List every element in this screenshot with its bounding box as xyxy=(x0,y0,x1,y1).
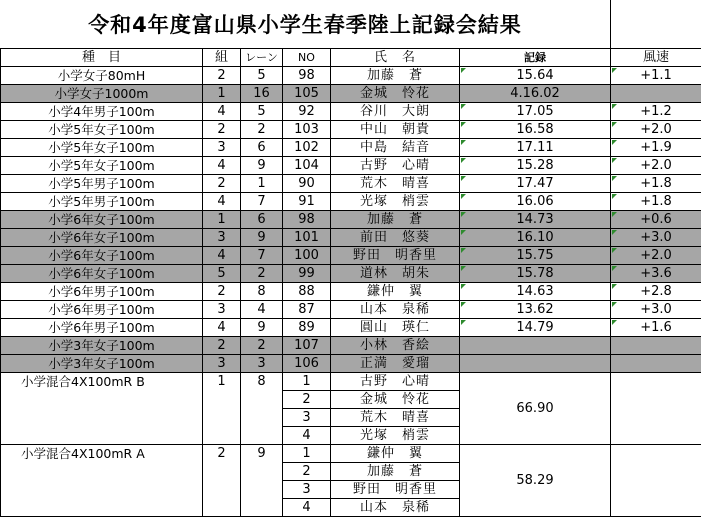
wind-cell: +3.6 xyxy=(611,265,701,283)
lane-cell: 9 xyxy=(241,319,283,337)
corner-indicator xyxy=(612,194,617,199)
name-cell: 加藤 蒼 xyxy=(331,67,460,85)
table-row xyxy=(1,355,701,373)
header-row xyxy=(1,49,701,67)
lane-cell: 6 xyxy=(241,211,283,229)
group-cell: 3 xyxy=(203,139,241,157)
corner-indicator xyxy=(612,140,617,145)
corner-indicator xyxy=(461,302,466,307)
relay-no-cell: 1 xyxy=(283,445,331,463)
wind-cell: +1.6 xyxy=(611,319,701,337)
lane-cell: 4 xyxy=(241,301,283,319)
table-row xyxy=(1,121,701,139)
no-cell: 98 xyxy=(283,67,331,85)
table-row xyxy=(1,247,701,265)
no-cell: 107 xyxy=(283,337,331,355)
corner-indicator xyxy=(612,176,617,181)
name-cell: 谷川 大朗 xyxy=(331,103,460,121)
wind-cell xyxy=(611,355,701,373)
event-cell: 小学5年女子100m xyxy=(1,139,203,157)
group-cell: 4 xyxy=(203,319,241,337)
title-blank-cell xyxy=(610,0,701,48)
corner-indicator xyxy=(461,284,466,289)
page-title: 令和4年度富山県小学生春季陸上記録会結果 xyxy=(88,13,522,37)
record-cell: 14.73 xyxy=(460,211,611,229)
group-cell: 3 xyxy=(203,355,241,373)
relay-event-cell: 小学混合4X100mR B xyxy=(1,373,203,391)
wind-cell: +3.0 xyxy=(611,229,701,247)
corner-indicator xyxy=(612,158,617,163)
relay-lane-cell xyxy=(241,391,283,409)
lane-cell: 3 xyxy=(241,355,283,373)
corner-indicator xyxy=(612,122,617,127)
table-row xyxy=(1,103,701,121)
corner-indicator xyxy=(461,248,466,253)
name-cell: 前田 悠葵 xyxy=(331,229,460,247)
header-name: 氏 名 xyxy=(331,49,460,67)
table-row xyxy=(1,139,701,157)
table-row xyxy=(1,283,701,301)
group-cell: 2 xyxy=(203,175,241,193)
no-cell: 91 xyxy=(283,193,331,211)
relay-name-cell: 加藤 蒼 xyxy=(331,463,460,481)
relay-group-cell xyxy=(203,427,241,445)
relay-event-cell xyxy=(1,463,203,481)
relay-event-cell xyxy=(1,499,203,517)
lane-cell: 1 xyxy=(241,175,283,193)
wind-cell: +2.0 xyxy=(611,247,701,265)
results-body xyxy=(1,49,701,517)
wind-cell: +1.9 xyxy=(611,139,701,157)
no-cell: 99 xyxy=(283,265,331,283)
wind-cell: +1.2 xyxy=(611,103,701,121)
corner-indicator xyxy=(461,230,466,235)
group-cell: 4 xyxy=(203,157,241,175)
record-cell: 17.11 xyxy=(460,139,611,157)
corner-indicator xyxy=(612,68,617,73)
relay-name-cell: 金城 怜花 xyxy=(331,391,460,409)
lane-cell: 5 xyxy=(241,67,283,85)
event-cell: 小学女子1000m xyxy=(1,85,203,103)
record-cell: 14.79 xyxy=(460,319,611,337)
event-cell: 小学3年女子100m xyxy=(1,355,203,373)
lane-cell: 9 xyxy=(241,157,283,175)
record-cell: 15.75 xyxy=(460,247,611,265)
event-cell: 小学6年女子100m xyxy=(1,247,203,265)
corner-indicator xyxy=(461,122,466,127)
no-cell: 106 xyxy=(283,355,331,373)
relay-row xyxy=(1,373,701,391)
relay-lane-cell: 9 xyxy=(241,445,283,463)
event-cell: 小学4年男子100m xyxy=(1,103,203,121)
group-cell: 5 xyxy=(203,265,241,283)
event-cell: 小学5年男子100m xyxy=(1,175,203,193)
relay-name-cell: 古野 心晴 xyxy=(331,373,460,391)
wind-cell: +1.1 xyxy=(611,67,701,85)
group-cell: 3 xyxy=(203,229,241,247)
wind-cell: +2.0 xyxy=(611,157,701,175)
name-cell: 荒木 晴喜 xyxy=(331,175,460,193)
name-cell: 正満 愛瑠 xyxy=(331,355,460,373)
group-cell: 2 xyxy=(203,121,241,139)
no-cell: 90 xyxy=(283,175,331,193)
no-cell: 104 xyxy=(283,157,331,175)
table-row xyxy=(1,85,701,103)
event-cell: 小学5年男子100m xyxy=(1,193,203,211)
relay-event-cell: 小学混合4X100mR A xyxy=(1,445,203,463)
relay-lane-cell xyxy=(241,463,283,481)
name-cell: 道林 胡朱 xyxy=(331,265,460,283)
header-group: 組 xyxy=(203,49,241,67)
event-cell: 小学3年女子100m xyxy=(1,337,203,355)
record-cell: 15.64 xyxy=(460,67,611,85)
table-row xyxy=(1,193,701,211)
name-cell: 小林 香絵 xyxy=(331,337,460,355)
record-cell xyxy=(460,337,611,355)
table-row xyxy=(1,175,701,193)
name-cell: 加藤 蒼 xyxy=(331,211,460,229)
relay-group-cell: 1 xyxy=(203,373,241,391)
relay-name-cell: 荒木 晴喜 xyxy=(331,409,460,427)
relay-name-cell: 光塚 梢雲 xyxy=(331,427,460,445)
record-cell: 4.16.02 xyxy=(460,85,611,103)
relay-wind-cell xyxy=(611,445,701,517)
relay-event-cell xyxy=(1,391,203,409)
lane-cell: 2 xyxy=(241,337,283,355)
relay-name-cell: 野田 明香里 xyxy=(331,481,460,499)
corner-indicator xyxy=(461,212,466,217)
relay-no-cell: 2 xyxy=(283,391,331,409)
relay-lane-cell xyxy=(241,481,283,499)
header-lane: レーン xyxy=(241,49,283,67)
group-cell: 2 xyxy=(203,283,241,301)
event-cell: 小学6年男子100m xyxy=(1,319,203,337)
name-cell: 古野 心晴 xyxy=(331,157,460,175)
relay-lane-cell xyxy=(241,427,283,445)
event-cell: 小学6年男子100m xyxy=(1,283,203,301)
group-cell: 2 xyxy=(203,337,241,355)
name-cell: 圓山 瑛仁 xyxy=(331,319,460,337)
name-cell: 山本 泉稀 xyxy=(331,301,460,319)
corner-indicator xyxy=(461,104,466,109)
relay-no-cell: 2 xyxy=(283,463,331,481)
relay-group-cell xyxy=(203,463,241,481)
relay-event-cell xyxy=(1,481,203,499)
no-cell: 100 xyxy=(283,247,331,265)
relay-no-cell: 4 xyxy=(283,499,331,517)
corner-indicator xyxy=(461,158,466,163)
table-row xyxy=(1,211,701,229)
event-cell: 小学6年男子100m xyxy=(1,301,203,319)
record-cell: 16.58 xyxy=(460,121,611,139)
relay-wind-cell xyxy=(611,373,701,445)
relay-no-cell: 4 xyxy=(283,427,331,445)
relay-name-cell: 鎌仲 翼 xyxy=(331,445,460,463)
no-cell: 103 xyxy=(283,121,331,139)
header-wind: 風速 xyxy=(611,49,701,67)
record-cell xyxy=(460,355,611,373)
record-cell: 15.78 xyxy=(460,265,611,283)
relay-no-cell: 3 xyxy=(283,481,331,499)
record-cell: 17.05 xyxy=(460,103,611,121)
lane-cell: 8 xyxy=(241,283,283,301)
event-cell: 小学6年女子100m xyxy=(1,229,203,247)
table-row xyxy=(1,319,701,337)
group-cell: 1 xyxy=(203,211,241,229)
lane-cell: 2 xyxy=(241,265,283,283)
relay-group-cell xyxy=(203,409,241,427)
record-cell: 15.28 xyxy=(460,157,611,175)
corner-indicator xyxy=(461,68,466,73)
record-cell: 16.06 xyxy=(460,193,611,211)
corner-indicator xyxy=(612,104,617,109)
no-cell: 101 xyxy=(283,229,331,247)
record-cell: 14.63 xyxy=(460,283,611,301)
no-cell: 102 xyxy=(283,139,331,157)
name-cell: 中山 朝貴 xyxy=(331,121,460,139)
relay-record-cell: 58.29 xyxy=(460,445,611,517)
group-cell: 4 xyxy=(203,193,241,211)
wind-cell: +1.8 xyxy=(611,193,701,211)
name-cell: 野田 明香里 xyxy=(331,247,460,265)
group-cell: 4 xyxy=(203,103,241,121)
wind-cell xyxy=(611,85,701,103)
event-cell: 小学6年女子100m xyxy=(1,265,203,283)
corner-indicator xyxy=(461,266,466,271)
relay-event-cell xyxy=(1,427,203,445)
no-cell: 98 xyxy=(283,211,331,229)
name-cell: 金城 怜花 xyxy=(331,85,460,103)
relay-no-cell: 3 xyxy=(283,409,331,427)
event-cell: 小学5年女子100m xyxy=(1,121,203,139)
header-no: NO xyxy=(283,49,331,67)
event-cell: 小学6年女子100m xyxy=(1,211,203,229)
wind-cell: +2.8 xyxy=(611,283,701,301)
corner-indicator xyxy=(612,302,617,307)
lane-cell: 9 xyxy=(241,229,283,247)
group-cell: 2 xyxy=(203,67,241,85)
name-cell: 鎌仲 翼 xyxy=(331,283,460,301)
corner-indicator xyxy=(612,212,617,217)
lane-cell: 2 xyxy=(241,121,283,139)
no-cell: 89 xyxy=(283,319,331,337)
header-record: 記録 xyxy=(460,49,611,67)
no-cell: 88 xyxy=(283,283,331,301)
lane-cell: 7 xyxy=(241,193,283,211)
relay-group-cell: 2 xyxy=(203,445,241,463)
wind-cell: +2.0 xyxy=(611,121,701,139)
event-cell: 小学女子80mH xyxy=(1,67,203,85)
table-row xyxy=(1,301,701,319)
table-row xyxy=(1,337,701,355)
relay-lane-cell xyxy=(241,409,283,427)
group-cell: 1 xyxy=(203,85,241,103)
relay-name-cell: 山本 泉稀 xyxy=(331,499,460,517)
results-table xyxy=(0,48,701,517)
record-cell: 13.62 xyxy=(460,301,611,319)
wind-cell: +1.8 xyxy=(611,175,701,193)
no-cell: 105 xyxy=(283,85,331,103)
relay-record-cell: 66.90 xyxy=(460,373,611,445)
relay-group-cell xyxy=(203,391,241,409)
lane-cell: 7 xyxy=(241,247,283,265)
relay-no-cell: 1 xyxy=(283,373,331,391)
relay-lane-cell xyxy=(241,499,283,517)
record-cell: 16.10 xyxy=(460,229,611,247)
corner-indicator xyxy=(612,320,617,325)
relay-row xyxy=(1,445,701,463)
relay-group-cell xyxy=(203,481,241,499)
name-cell: 中島 結音 xyxy=(331,139,460,157)
group-cell: 3 xyxy=(203,301,241,319)
table-row xyxy=(1,67,701,85)
no-cell: 87 xyxy=(283,301,331,319)
corner-indicator xyxy=(612,266,617,271)
wind-cell: +0.6 xyxy=(611,211,701,229)
corner-indicator xyxy=(612,230,617,235)
table-row xyxy=(1,229,701,247)
lane-cell: 5 xyxy=(241,103,283,121)
wind-cell: +3.0 xyxy=(611,301,701,319)
table-row xyxy=(1,157,701,175)
record-cell: 17.47 xyxy=(460,175,611,193)
relay-group-cell xyxy=(203,499,241,517)
table-row xyxy=(1,265,701,283)
relay-event-cell xyxy=(1,409,203,427)
group-cell: 4 xyxy=(203,247,241,265)
corner-indicator xyxy=(461,176,466,181)
name-cell: 光塚 梢雲 xyxy=(331,193,460,211)
corner-indicator xyxy=(612,284,617,289)
lane-cell: 6 xyxy=(241,139,283,157)
lane-cell: 16 xyxy=(241,85,283,103)
relay-lane-cell: 8 xyxy=(241,373,283,391)
wind-cell xyxy=(611,337,701,355)
corner-indicator xyxy=(612,248,617,253)
header-event: 種 目 xyxy=(1,49,203,67)
corner-indicator xyxy=(461,320,466,325)
no-cell: 92 xyxy=(283,103,331,121)
corner-indicator xyxy=(461,140,466,145)
event-cell: 小学5年女子100m xyxy=(1,157,203,175)
corner-indicator xyxy=(461,194,466,199)
